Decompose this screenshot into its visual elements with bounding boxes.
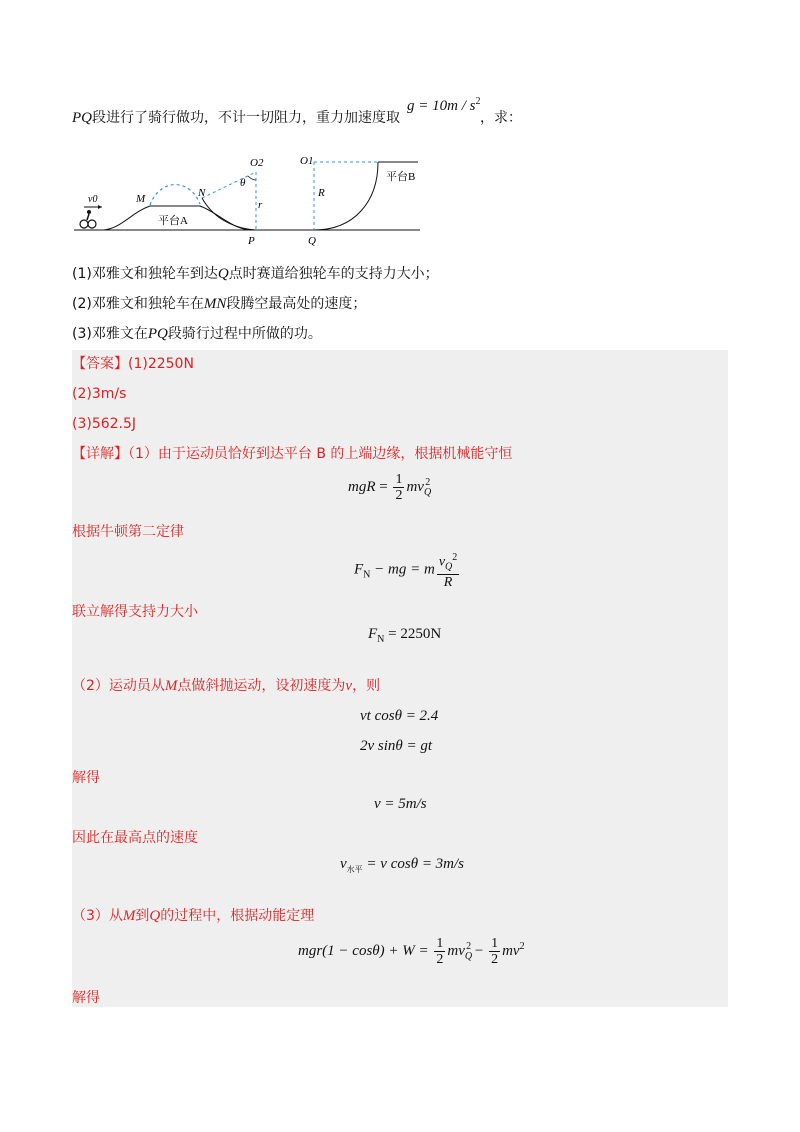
theta-arc (248, 176, 256, 180)
equation-3: $F_N = 2250N$ (368, 626, 442, 645)
v0-arrowhead (98, 205, 102, 209)
equation-7: $v_{水平} = v$ cosθ = 3m/s (340, 856, 465, 874)
equation-2: $F_N$ − mg = m $\frac{v_Q^2}{R}$ (354, 552, 458, 591)
detail-p4: （2）运动员从M点做斜抛运动，设初速度为v，则 (72, 678, 381, 694)
question-1: (1)邓雅文和独轮车到达Q点时赛道给独轮车的支持力大小； (72, 266, 439, 282)
answer-line-1 (72, 354, 194, 374)
equation-1: mgR = $\frac{1}{2}$ $mv_Q^2$ (348, 472, 432, 503)
label-theta: θ (240, 177, 246, 189)
detail-p5: 解得 (72, 770, 100, 786)
track-figure (72, 150, 432, 250)
label-v0: v0 (88, 194, 98, 205)
g-value: $g = 10m / s^2$ (407, 96, 481, 114)
answer-1: (1)2250N (128, 356, 194, 372)
cyclist-icon (80, 210, 96, 228)
label-n: N (198, 187, 206, 199)
detail-tag: 【详解】 (72, 446, 128, 462)
detail-p8: 解得 (72, 990, 100, 1006)
intro-var-pq: PQ (72, 110, 92, 126)
label-m: M (136, 193, 146, 205)
detail-p3: 联立解得支持力大小 (72, 604, 198, 620)
label-p: P (248, 235, 255, 247)
answer-tag: 【答案】 (72, 356, 128, 372)
answer-2: (2)3m/s (72, 386, 127, 402)
label-platform-b: 平台B (386, 171, 416, 183)
label-q: Q (308, 235, 316, 247)
detail-p6: 因此在最高点的速度 (72, 830, 198, 846)
trajectory-dashed (150, 185, 200, 205)
detail-p1: 【详解】（1）由于运动员恰好到达平台 B 的上端边缘，根据机械能守恒 (72, 446, 513, 462)
label-o1: O1 (300, 155, 314, 167)
label-r: r (258, 199, 263, 211)
equation-5: 2v sinθ = gt (360, 738, 433, 754)
problem-intro (72, 108, 400, 128)
equation-6: v = 5m/s (374, 796, 427, 812)
equation-8: mgr(1 − cosθ) + W = $\frac{1}{2}$ $mv_Q^2$ − $\frac{1}{2}$ $mv^2$ (298, 936, 525, 967)
intro-end: ，求： (480, 110, 522, 126)
label-platform-a: 平台A (158, 215, 188, 227)
label-o2: O2 (250, 157, 264, 169)
n-o2-dashed (202, 172, 256, 198)
arc-np (202, 198, 256, 230)
question-2: (2)邓雅文和独轮车在MN段腾空最高处的速度； (72, 296, 367, 312)
detail-p7: （3）从M到Q的过程中，根据动能定理 (72, 908, 315, 924)
label-r-big: R (318, 187, 325, 199)
question-3: (3)邓雅文在PQ段骑行过程中所做的功。 (72, 326, 322, 342)
detail-p2: 根据牛顿第二定律 (72, 524, 184, 540)
equation-4: vt cosθ = 2.4 (360, 708, 439, 724)
answer-3: (3)562.5J (72, 416, 137, 432)
intro-text: 段进行了骑行做功，不计一切阻力，重力加速度取 (92, 110, 400, 126)
